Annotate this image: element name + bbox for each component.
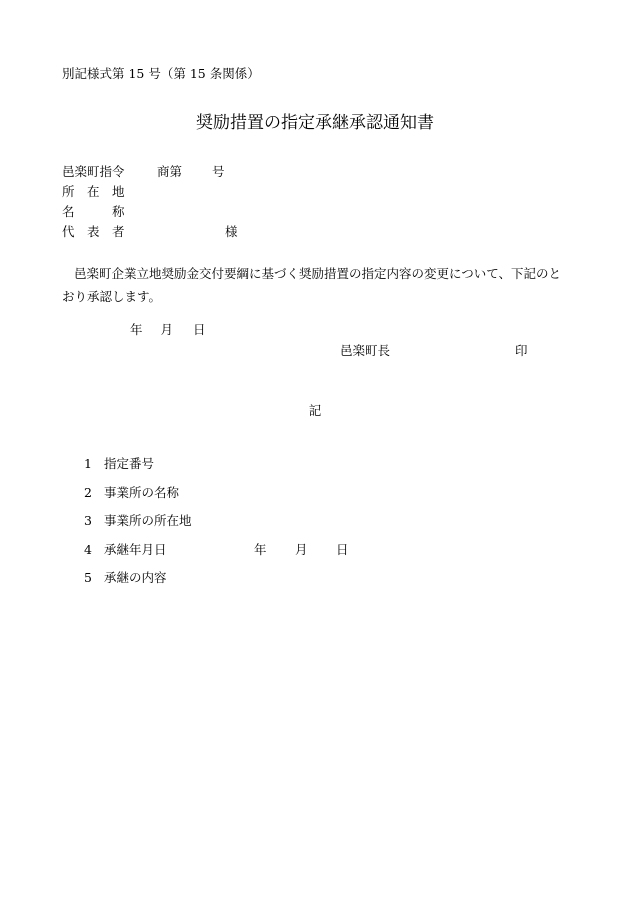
succession-year: 年 <box>254 541 267 557</box>
form-number: 別記様式第 15 号（第 15 条関係） <box>62 66 260 81</box>
directive-suffix: 号 <box>212 164 225 179</box>
item-label: 承継の内容 <box>104 570 167 585</box>
item-label: 承継年月日 <box>104 541 167 557</box>
honorific: 様 <box>225 224 238 239</box>
item-number: 1 <box>84 456 92 471</box>
item-number: 4 <box>84 541 92 557</box>
issue-date <box>130 322 206 337</box>
succession-day: 日 <box>336 541 349 557</box>
directive-prefix: 邑楽町指令 <box>62 164 125 179</box>
item-number: 5 <box>84 570 92 585</box>
date-year: 年 <box>130 322 143 337</box>
date-month: 月 <box>160 322 174 337</box>
approval-statement: 邑楽町企業立地奨励金交付要綱に基づく奨励措置の指定内容の変更について、下記のとおり承認します。 <box>62 266 562 304</box>
directive-mid: 商第 <box>157 164 183 179</box>
representative-label: 代 表 者 <box>62 224 125 239</box>
notes-heading: 記 <box>308 403 322 418</box>
address-label: 所 在 地 <box>62 184 125 199</box>
date-day: 日 <box>193 322 206 337</box>
item-label: 事業所の名称 <box>104 484 180 500</box>
item-number: 2 <box>84 484 92 500</box>
seal-mark: 印 <box>515 343 528 358</box>
document-title: 奨励措置の指定承継承認通知書 <box>196 113 434 133</box>
succession-month: 月 <box>295 541 308 557</box>
item-number: 3 <box>84 513 92 528</box>
name-label: 名 称 <box>62 204 125 219</box>
issuer-name: 邑楽町長 <box>340 343 391 358</box>
item-label: 指定番号 <box>104 456 155 471</box>
item-label: 事業所の所在地 <box>104 513 192 528</box>
